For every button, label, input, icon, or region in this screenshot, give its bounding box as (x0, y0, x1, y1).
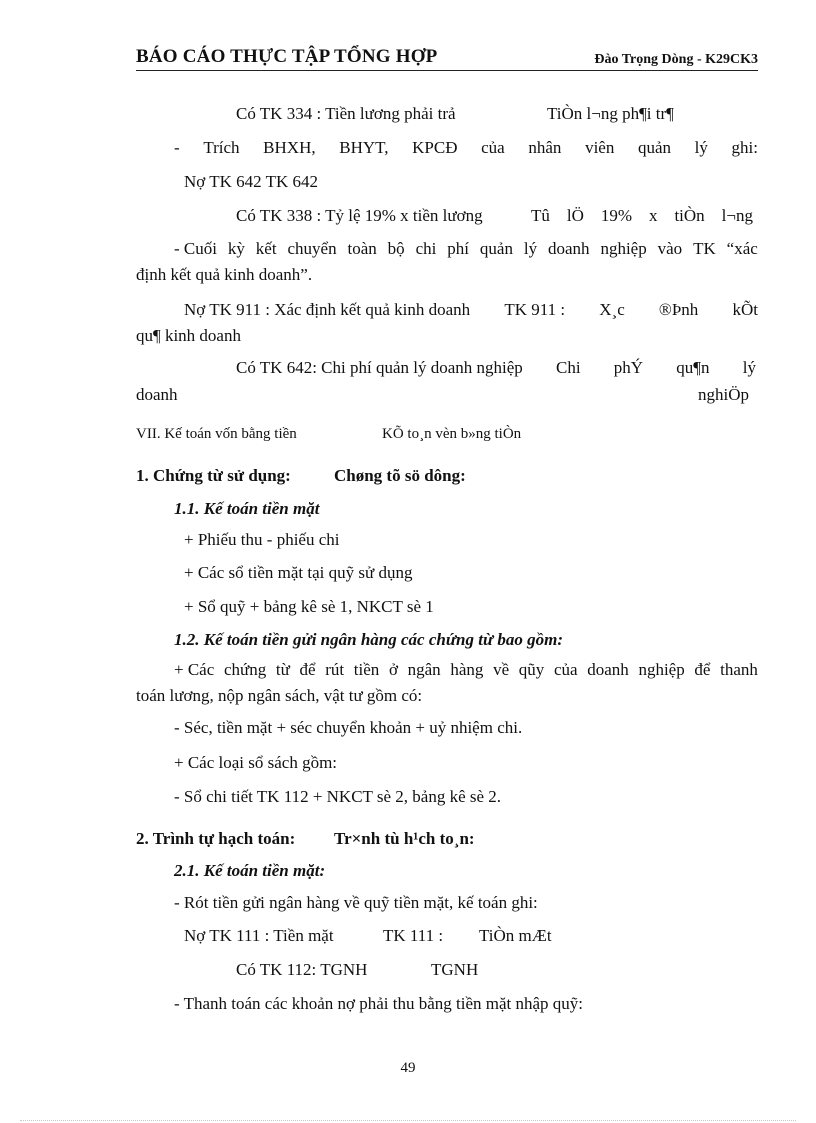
credit-642-word-nghiep: nghiÖp (698, 385, 749, 404)
credit-334-text: Có TK 334 : Tiền lương phải trả (236, 104, 456, 123)
period-end-transfer-line: - Cuối kỳ kết chuyển toàn bộ chi phí quản lý doanh nghiệp vào TK “xác (174, 239, 758, 258)
report-title: BÁO CÁO THỰC TẬP TỔNG HỢP (136, 46, 438, 67)
credit-112-text: Có TK 112: TGNH (236, 960, 368, 979)
page-number: 49 (400, 1060, 416, 1076)
debit-911-line: Nợ TK 911 : Xác định kết quả kinh doanh TK 911 : X¸c ®Þnh kÕt (184, 300, 758, 319)
debit-911-continuation: qu¶ kinh doanh (136, 326, 241, 345)
credit-112-garbled-text: TGNH (431, 960, 479, 979)
subsection-1-1-heading: 1.1. Kế toán tiền mặt (174, 499, 320, 518)
section-2-garbled-heading: Tr×nh tù h¹ch to¸n: (334, 829, 475, 848)
insurance-deduction-line: - Trích BHXH, BHYT, KPCĐ của nhân viên quản lý ghi: (174, 138, 758, 157)
credit-338-garbled-text: Tû lÖ 19% x tiÒn l¬ng (531, 206, 753, 225)
page-bottom-edge (20, 1120, 796, 1121)
cash-doc-item-3: + Sổ quỹ + bảng kê sè 1, NKCT sè 1 (184, 597, 434, 616)
cash-doc-item-1: + Phiếu thu - phiếu chi (184, 530, 340, 549)
cash-doc-item-2: + Các sổ tiền mặt tại quỹ sử dụng (184, 563, 413, 582)
subsection-2-1-heading: 2.1. Kế toán tiền mặt: (174, 861, 326, 880)
author-label: Đào Trọng Dòng - K29CK3 (594, 52, 758, 67)
receivables-payment-text: - Thanh toán các khoản nợ phải thu bằng tiền mặt nhập quỹ: (174, 994, 584, 1013)
subsection-1-2-heading: 1.2. Kế toán tiền gửi ngân hàng các chứng từ bao gồm: (174, 630, 564, 649)
section-1-garbled-heading: Chøng tõ sö dông: (334, 466, 466, 485)
credit-642-word-doanh: doanh (136, 385, 178, 404)
cash-withdrawal-text: - Rót tiền gửi ngân hàng về quỹ tiền mặt, kế toán ghi: (174, 893, 538, 912)
header-divider (136, 70, 758, 71)
credit-334-garbled-text: TiÒn l¬ng ph¶i tr¶ (547, 104, 674, 123)
bank-doc-item-1: - Séc, tiền mặt + séc chuyển khoản + uỷ nhiệm chi. (174, 718, 523, 737)
debit-642-text: Nợ TK 642 TK 642 (184, 172, 318, 191)
bank-doc-item-2: + Các loại sổ sách gồm: (174, 753, 338, 772)
bank-doc-paragraph-continuation: toán lương, nộp ngân sách, vật tư gồm có: (136, 686, 423, 705)
section-vii-heading: VII. Kế toán vốn bằng tiền (136, 426, 297, 442)
credit-642-line: Có TK 642: Chi phí quản lý doanh nghiệp Chi phÝ qu¶n lý (236, 358, 756, 377)
debit-111-text: Nợ TK 111 : Tiền mặt (184, 926, 334, 945)
debit-111-garbled-text: TiÒn mÆt (479, 926, 552, 945)
debit-111-account: TK 111 : (383, 926, 444, 945)
credit-338-text: Có TK 338 : Tỷ lệ 19% x tiền lương (236, 206, 483, 225)
section-vii-garbled-heading: KÕ to¸n vèn b»ng tiÒn (382, 426, 522, 442)
section-1-heading: 1. Chứng từ sử dụng: (136, 466, 291, 485)
bank-doc-paragraph: + Các chứng từ để rút tiền ở ngân hàng về qũy của doanh nghiệp để thanh (174, 660, 758, 679)
bank-doc-item-3: - Sổ chi tiết TK 112 + NKCT sè 2, bảng kê sè 2. (174, 787, 502, 806)
section-2-heading: 2. Trình tự hạch toán: (136, 829, 296, 848)
period-end-transfer-continuation: định kết quả kinh doanh”. (136, 265, 313, 284)
